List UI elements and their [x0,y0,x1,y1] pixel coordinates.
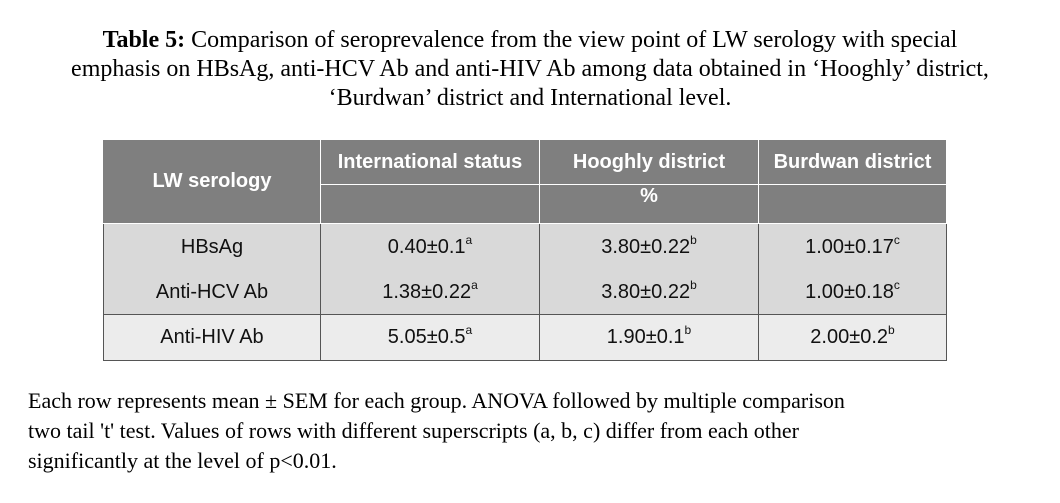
column-header-hooghly: Hooghly district [540,140,759,185]
table-row [104,224,947,271]
row-label-anti-hiv: Anti-HIV Ab [104,315,321,361]
column-header-burdwan: Burdwan district [759,140,947,185]
data-table [103,139,947,361]
table-row [104,270,947,315]
unit-label: % [540,185,759,224]
caption-line-2: emphasis on HBsAg, anti-HCV Ab and anti-HIV Ab among data obtained in ‘Hooghly’ district, [71,56,989,82]
table-cell: 1.38±0.22$^a$ [321,270,540,315]
unit-cell-empty-left [321,185,540,224]
table-row [104,315,947,361]
table-cell: 3.80±0.22$^b$ [540,224,759,271]
table-caption [20,26,1040,113]
table-cell: 0.40±0.1$^a$ [321,224,540,271]
caption-line-3: ‘Burdwan’ district and International level. [328,85,732,111]
caption-text-1: Comparison of seroprevalence from the view point of LW serology with special [185,27,958,53]
caption-line-1 [20,26,1040,55]
footnote-line-1: Each row represents mean ± SEM for each group. ANOVA followed by multiple comparison [28,388,845,413]
table-label: Table 5: [102,27,186,53]
row-header-lw-serology: LW serology [104,140,321,224]
row-label-anti-hcv: Anti-HCV Ab [104,270,321,315]
table-footnote [28,386,1038,476]
table-cell: 1.00±0.18$^c$ [759,270,947,315]
unit-cell-empty-right [759,185,947,224]
table-cell: 1.90±0.1$^b$ [540,315,759,361]
table-cell: 2.00±0.2$^b$ [759,315,947,361]
footnote-line-2: two tail 't' test. Values of rows with different superscripts (a, b, c) differ from each other [28,418,799,443]
footnote-line-3: significantly at the level of p<0.01. [28,448,337,473]
row-label-hbsag: HBsAg [104,224,321,271]
table-cell: 3.80±0.22$^b$ [540,270,759,315]
seroprevalence-table [103,139,946,361]
column-header-international: International status [321,140,540,185]
table-cell: 5.05±0.5$^a$ [321,315,540,361]
table-cell: 1.00±0.17$^c$ [759,224,947,271]
